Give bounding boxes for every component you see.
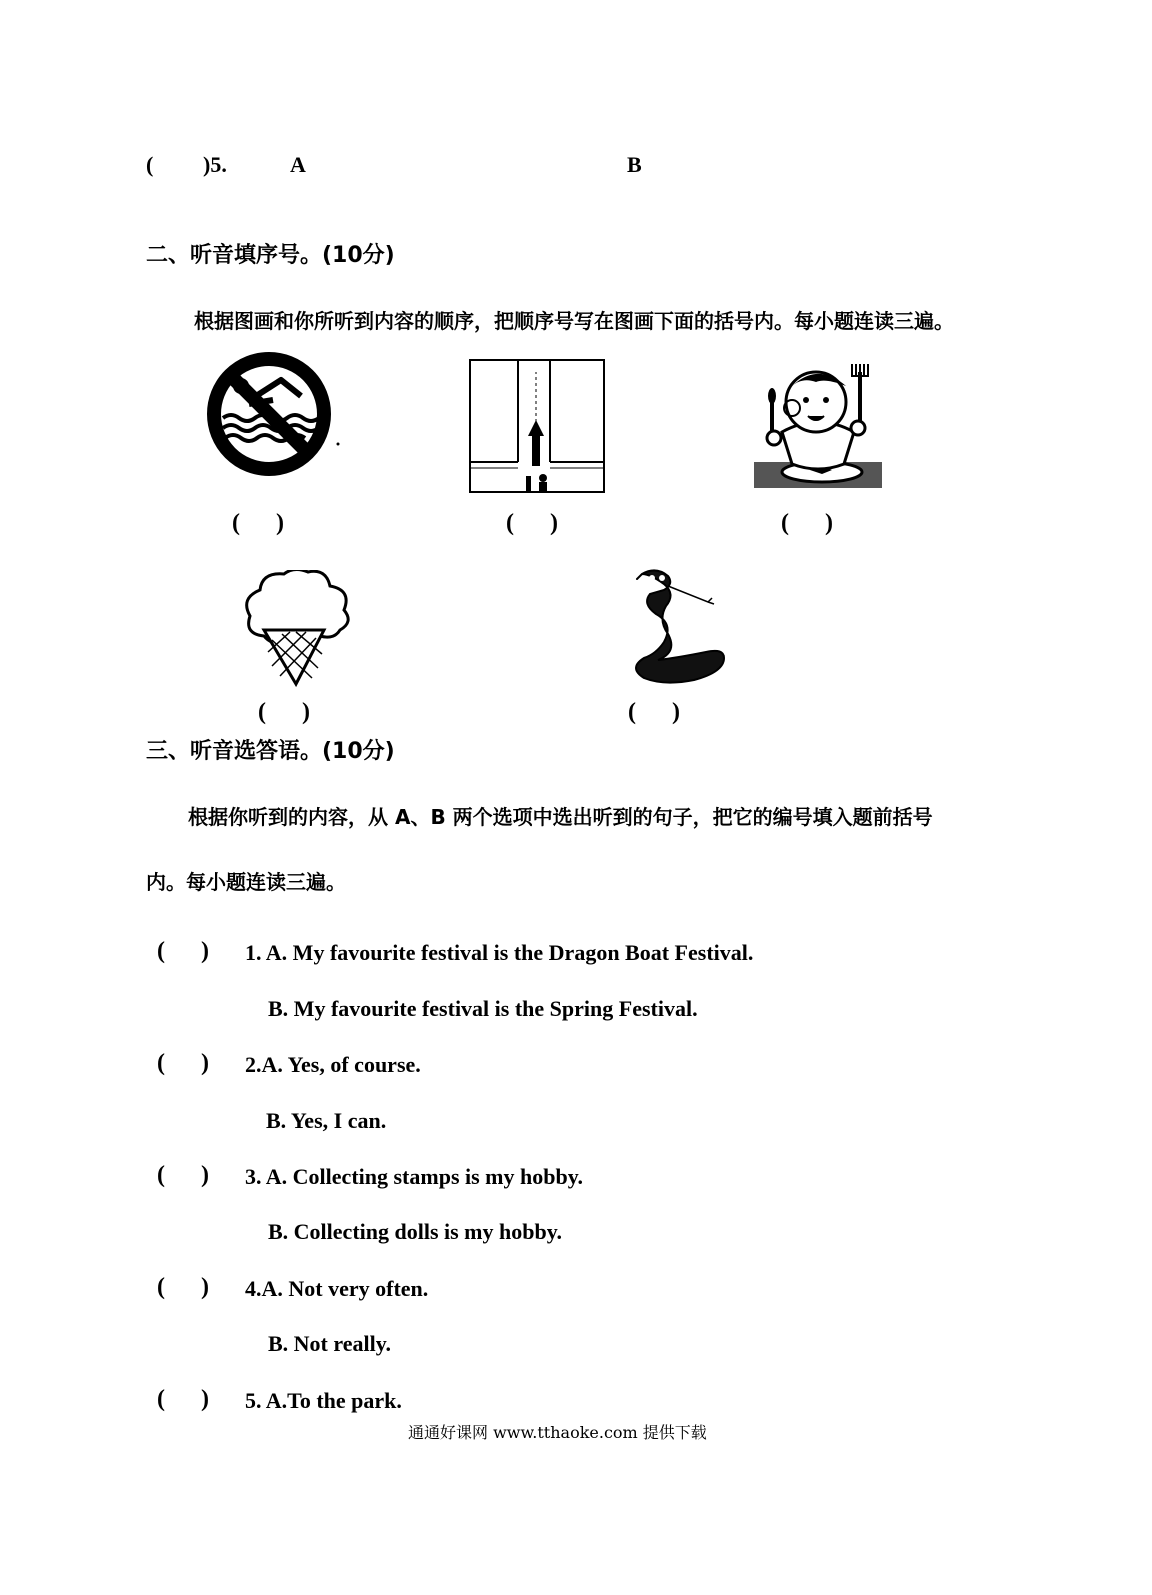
q3-option-b: B. Collecting dolls is my hobby. (268, 1219, 563, 1244)
pic4-answer-blank[interactable]: ( ) (258, 699, 310, 725)
pic5-answer-blank[interactable]: ( ) (628, 699, 680, 725)
no-swimming-sign-icon (203, 350, 343, 478)
section2-instruction: 根据图画和你所听到内容的顺序，把顺序号写在图画下面的括号内。每小题连读三遍。 (194, 309, 954, 333)
section2-heading: 二、听音填序号。(10分) (146, 243, 395, 268)
pic3-answer-blank[interactable]: ( ) (781, 510, 833, 536)
q4-option-b: B. Not really. (268, 1331, 392, 1356)
q4-option-a: 4.A. Not very often. (245, 1276, 429, 1301)
section3-instruction-line2: 内。每小题连读三遍。 (146, 870, 346, 894)
q1-answer-blank[interactable]: ( ) (157, 938, 209, 964)
snake-icon (618, 566, 732, 692)
q5-option-a: A (290, 152, 306, 177)
footer-watermark: 通通好课网 www.tthaoke.com 提供下载 (408, 1423, 707, 1442)
q1-option-b: B. My favourite festival is the Spring Festival. (268, 996, 698, 1021)
q3-option-a: 3. A. Collecting stamps is my hobby. (245, 1164, 583, 1189)
q5-option-a: 5. A.To the park. (245, 1388, 402, 1413)
q4-answer-blank[interactable]: ( ) (157, 1274, 209, 1300)
q3-answer-blank[interactable]: ( ) (157, 1162, 209, 1188)
q2-option-a: 2.A. Yes, of course. (245, 1052, 421, 1077)
section3-instruction-line1: 根据你听到的内容，从 A、B 两个选项中选出听到的句子，把它的编号填入题前括号 (188, 805, 933, 829)
ice-cream-icon (242, 570, 352, 688)
pic2-answer-blank[interactable]: ( ) (506, 510, 558, 536)
boy-eating-icon (752, 362, 884, 492)
street-crossing-icon (468, 358, 606, 494)
q2-option-b: B. Yes, I can. (266, 1108, 387, 1133)
q2-answer-blank[interactable]: ( ) (157, 1050, 209, 1076)
q5-answer-blank[interactable]: ( ) (157, 1386, 209, 1412)
pic1-answer-blank[interactable]: ( ) (232, 510, 284, 536)
q1-option-a: 1. A. My favourite festival is the Dragon Boat Festival. (245, 940, 754, 965)
q5-paren-open[interactable]: ( (146, 152, 154, 177)
section3-heading: 三、听音选答语。(10分) (146, 739, 395, 764)
q5-number: )5. (203, 152, 227, 177)
q5-option-b: B (627, 152, 642, 177)
